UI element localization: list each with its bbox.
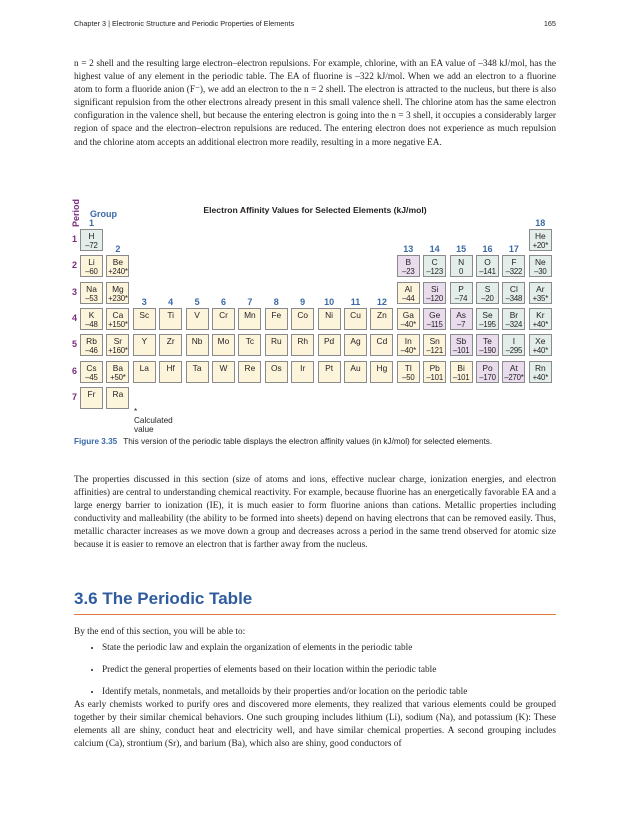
element-symbol: Fe [271, 309, 282, 320]
element-symbol: Xe [535, 336, 546, 347]
figure-caption-text: This version of the periodic table displays the electron affinity values (in kJ/mol) for selected elements. [123, 437, 493, 446]
element-symbol: Zr [166, 336, 175, 347]
electron-affinity-value: –324 [505, 319, 523, 329]
element-symbol: Nb [191, 336, 203, 347]
electron-affinity-value: –115 [426, 319, 443, 329]
electron-affinity-value: –40* [400, 346, 416, 356]
element-symbol: Ag [350, 336, 361, 347]
element-symbol: Pd [323, 336, 335, 347]
element-symbol: Cd [376, 336, 388, 347]
group-number: 7 [247, 296, 253, 307]
element-symbol: Be [112, 257, 124, 268]
group-number: 1 [88, 218, 94, 228]
element-cell-mo [212, 334, 235, 356]
electron-affinity-value: –295 [505, 346, 523, 356]
period-number: 6 [72, 365, 78, 376]
element-symbol: Au [350, 362, 361, 373]
section-heading: 3.6 The Periodic Table [74, 589, 556, 615]
element-symbol: Tl [404, 362, 412, 373]
element-cell-sn [423, 334, 446, 356]
element-symbol: H [88, 231, 95, 241]
electron-affinity-value: –20 [481, 293, 494, 303]
electron-affinity-value: –120 [426, 293, 443, 303]
element-cell-rn [529, 361, 552, 383]
element-cell-ga [397, 308, 420, 330]
element-cell-cu [344, 308, 367, 330]
element-cell-ru [265, 334, 288, 356]
element-symbol: As [456, 309, 466, 320]
electron-affinity-value: +40* [532, 346, 549, 356]
group-number: 18 [535, 218, 546, 228]
element-cell-bi [450, 361, 473, 383]
element-symbol: He [534, 231, 546, 241]
element-symbol: Se [482, 309, 493, 320]
element-cell-ni [318, 308, 341, 330]
element-cell-al [397, 282, 420, 304]
element-symbol: S [484, 283, 491, 294]
element-symbol: Ra [112, 388, 124, 399]
element-symbol: Br [509, 309, 519, 320]
element-symbol: Ba [112, 362, 124, 373]
element-symbol: N [458, 257, 465, 268]
element-cell-h [80, 229, 103, 251]
element-cell-se [476, 308, 499, 330]
element-cell-cr [212, 308, 235, 330]
group-number: 8 [273, 296, 279, 307]
element-symbol: Cl [509, 283, 518, 294]
element-cell-at [502, 361, 525, 383]
element-symbol: B [405, 257, 412, 268]
group-number: 15 [456, 244, 467, 255]
element-symbol: Ir [300, 362, 306, 373]
element-symbol: F [511, 257, 517, 268]
element-symbol: Ta [192, 362, 202, 373]
element-symbol: Re [244, 362, 256, 373]
element-symbol: Zn [377, 309, 387, 320]
group-number: 14 [429, 244, 440, 255]
figure-title: Electron Affinity Values for Selected Elements (kJ/mol) [203, 205, 427, 215]
element-symbol: Kr [536, 309, 545, 320]
element-cell-be [106, 255, 129, 277]
element-cell-v [186, 308, 209, 330]
group-number: 11 [350, 296, 361, 307]
element-cell-mn [238, 308, 261, 330]
element-cell-in [397, 334, 420, 356]
element-symbol: Cu [350, 309, 361, 320]
element-cell-po [476, 361, 499, 383]
body-paragraph: The properties discussed in this section (size of atoms and ions, effective nuclear charge, ionization energies, and electron affinities) are central to understanding chemical reactivity. For example, because fluorine has an energetically favorable EA and a large energy barrier to ionization (IE), it is much easier to form fluorine anions than cations. Metallic properties including conductivity and malleability (the ability to be formed into sheets) depend on having electrons that can be removed easily. Thus, metallic character increases as we move down a group and decreases across a period in the same trend observed for atomic size because it is easier to remove an electron that is farther away from the nucleus. [74, 475, 556, 551]
element-symbol: Mo [217, 336, 230, 347]
element-symbol: Sb [455, 336, 467, 347]
element-cell-zr [159, 334, 182, 356]
element-cell-n [450, 255, 473, 277]
element-symbol: Sn [429, 336, 440, 347]
element-symbol: Ne [534, 257, 546, 268]
element-symbol: Fr [87, 388, 96, 399]
electron-affinity-value: –60 [85, 267, 98, 277]
element-cell-ne [529, 255, 552, 277]
element-symbol: Ar [536, 283, 545, 294]
element-symbol: At [509, 362, 518, 373]
element-cell-tc [238, 334, 261, 356]
element-symbol: V [194, 309, 200, 320]
electron-affinity-value: +50* [110, 372, 126, 382]
group-number: 16 [482, 244, 493, 255]
element-symbol: Ca [112, 309, 124, 320]
element-symbol: K [88, 309, 95, 320]
calculated-value-note: * Calculated value [134, 407, 173, 434]
element-cell-p [450, 282, 473, 304]
electron-affinity-value: –45 [85, 372, 98, 382]
period-number: 5 [72, 339, 78, 350]
group-number: 4 [168, 296, 174, 307]
figure-caption-label: Figure 3.35 [74, 437, 118, 446]
element-cell-xe [529, 334, 552, 356]
element-cell-re [238, 361, 261, 383]
electron-affinity-value: –101 [426, 372, 443, 382]
electron-affinity-value: 0 [459, 267, 464, 277]
electron-affinity-value: –348 [505, 293, 523, 303]
chapter-title: Chapter 3 | Electronic Structure and Periodic Properties of Elements [74, 19, 295, 28]
element-symbol: Ge [429, 309, 441, 320]
element-symbol: Po [482, 362, 493, 373]
objective-item: • State the periodic law and explain the organization of elements in the periodic table [102, 643, 562, 654]
element-cell-hg [370, 361, 393, 383]
group-number: 13 [403, 244, 414, 255]
element-symbol: Al [404, 283, 413, 294]
page-number: 165 [543, 19, 556, 28]
electron-affinity-value: –195 [479, 319, 496, 329]
element-cell-ca [106, 308, 129, 330]
element-symbol: Pb [429, 362, 440, 373]
electron-affinity-value: –72 [85, 241, 98, 250]
element-symbol: Rb [86, 336, 97, 347]
electron-affinity-value: +35* [532, 293, 549, 303]
element-symbol: Te [483, 336, 492, 347]
element-cell-ra [106, 387, 129, 409]
element-cell-si [423, 282, 446, 304]
electron-affinity-value: –270* [504, 372, 524, 382]
element-cell-ir [291, 361, 314, 383]
element-cell-ba [106, 361, 129, 383]
element-cell-i [502, 334, 525, 356]
element-symbol: Pt [325, 362, 334, 373]
element-cell-br [502, 308, 525, 330]
element-cell-w [212, 361, 235, 383]
electron-affinity-value: –74 [454, 293, 468, 303]
electron-affinity-value: +230* [108, 293, 128, 303]
element-symbol: Bi [457, 362, 465, 373]
electron-affinity-value: –121 [426, 346, 443, 356]
electron-affinity-value: –40* [400, 319, 416, 329]
period-number: 3 [72, 286, 78, 297]
electron-affinity-value: –7 [456, 319, 466, 329]
element-cell-s [476, 282, 499, 304]
element-cell-pd [318, 334, 341, 356]
element-cell-cl [502, 282, 525, 304]
element-cell-cs [80, 361, 103, 383]
group-number: 2 [115, 244, 121, 255]
element-symbol: Mg [112, 283, 124, 294]
electron-affinity-value: –48 [85, 319, 98, 329]
element-symbol: In [404, 336, 412, 347]
electron-affinity-value: –322 [505, 267, 523, 277]
group-number: 10 [324, 296, 335, 307]
element-symbol: Mn [244, 309, 256, 320]
running-header [74, 19, 556, 28]
element-symbol: Tc [245, 336, 255, 347]
figure-caption [74, 437, 564, 446]
element-cell-sr [106, 334, 129, 356]
element-symbol: Cs [86, 362, 97, 373]
element-symbol: I [512, 336, 516, 347]
element-symbol: Hf [166, 362, 175, 373]
electron-affinity-value: –170 [479, 372, 496, 382]
element-symbol: Ti [167, 309, 175, 320]
element-cell-la [133, 361, 156, 383]
intro-paragraph: n = 2 shell and the resulting large electron–electron repulsions. For example, chlorine, with an EA value of –348 kJ/mol, has the highest value of any element in the periodic table. The EA of fluorine is –322 kJ/mol. When we add an electron to a fluorine atom to form a fluoride anion (F⁻), we add an electron to the n = 2 shell. The electron is attracted to the nucleus, but there is also significant repulsion from the other electrons already present in this small valence shell. The chlorine atom has the same electron configuration in the valence shell, but because the entering electron is going into the n = 3 shell, it occupies a considerably larger region of space and the electron–electron repulsions are reduced. The entering electron does not experience as much repulsion and the chlorine atom accepts an additional electron more readily, resulting in a more negative EA. [74, 59, 556, 148]
electron-affinity-value: –123 [426, 267, 443, 277]
element-cell-mg [106, 282, 129, 304]
element-cell-fr [80, 387, 103, 409]
element-cell-sb [450, 334, 473, 356]
electron-affinity-value: –190 [479, 346, 496, 356]
element-cell-rb [80, 334, 103, 356]
element-symbol: Rh [297, 336, 309, 347]
electron-affinity-value: +20* [532, 241, 549, 250]
closing-paragraph: As early chemists worked to purify ores and discovered more elements, they realized that various elements could be grouped together by their similar chemical behaviors. One such grouping includes lithium (Li), sodium (Na), and potassium (K): These elements all are shiny, conduct heat and electricity well, and have similar chemical properties. A second grouping includes calcium (Ca), strontium (Sr), and barium (Ba), which also are shiny, good conductors of [74, 700, 556, 750]
element-cell-co [291, 308, 314, 330]
electron-affinity-value: –53 [85, 293, 98, 303]
element-symbol: Rn [534, 362, 546, 373]
element-cell-k [80, 308, 103, 330]
element-symbol: O [484, 257, 491, 268]
element-cell-os [265, 361, 288, 383]
element-symbol: Cr [219, 309, 228, 320]
element-cell-he [529, 229, 552, 251]
electron-affinity-value: –101 [452, 372, 470, 382]
element-cell-ta [186, 361, 209, 383]
group-number: 12 [376, 296, 387, 307]
electron-affinity-value: –46 [85, 346, 98, 356]
element-symbol: Hg [376, 362, 388, 373]
element-symbol: Y [141, 336, 148, 347]
element-cell-ti [159, 308, 182, 330]
element-cell-tl [397, 361, 420, 383]
period-number: 2 [72, 260, 78, 271]
objective-item: • Identify metals, nonmetals, and metalloids by their properties and/or location on the periodic table [102, 687, 562, 698]
element-symbol: La [139, 362, 149, 373]
group-number: 9 [300, 296, 306, 307]
electron-affinity-value: –23 [402, 267, 415, 277]
element-cell-au [344, 361, 367, 383]
element-cell-kr [529, 308, 552, 330]
element-symbol: Si [430, 283, 439, 294]
element-cell-nb [186, 334, 209, 356]
group-number: 3 [141, 296, 147, 307]
electron-affinity-value: –30 [534, 267, 547, 277]
electron-affinity-value: –44 [402, 293, 415, 303]
element-cell-b [397, 255, 420, 277]
element-cell-y [133, 334, 156, 356]
element-cell-rh [291, 334, 314, 356]
group-number: 6 [220, 296, 226, 307]
element-cell-te [476, 334, 499, 356]
group-number: 5 [194, 296, 200, 307]
period-axis-label: Period [71, 199, 81, 228]
element-cell-fe [265, 308, 288, 330]
element-cell-li [80, 255, 103, 277]
element-cell-pb [423, 361, 446, 383]
element-cell-sc [133, 308, 156, 330]
element-cell-ge [423, 308, 446, 330]
element-symbol: Ga [402, 309, 414, 320]
electron-affinity-value: –101 [452, 346, 470, 356]
electron-affinity-value: +240* [108, 267, 128, 277]
element-cell-ag [344, 334, 367, 356]
element-cell-f [502, 255, 525, 277]
electron-affinity-value: –50 [402, 372, 415, 382]
learning-objectives-intro: By the end of this section, you will be able to: [74, 627, 246, 637]
element-cell-ar [529, 282, 552, 304]
element-cell-cd [370, 334, 393, 356]
element-symbol: Sc [139, 309, 150, 320]
element-symbol: W [219, 362, 228, 373]
electron-affinity-value: +40* [532, 319, 549, 329]
period-number: 7 [72, 391, 78, 402]
electron-affinity-value: –141 [479, 267, 496, 277]
electron-affinity-value: +40* [532, 372, 549, 382]
element-symbol: Na [86, 283, 97, 294]
element-cell-pt [318, 361, 341, 383]
objective-item: • Predict the general properties of elements based on their location within the periodic table [102, 665, 562, 676]
element-cell-na [80, 282, 103, 304]
element-symbol: C [431, 257, 438, 268]
element-symbol: Ru [270, 336, 282, 347]
group-axis-label: Group [90, 209, 117, 219]
element-cell-o [476, 255, 499, 277]
element-symbol: P [458, 283, 464, 294]
element-cell-as [450, 308, 473, 330]
period-number: 1 [72, 234, 78, 244]
element-symbol: Co [297, 309, 309, 320]
period-number: 4 [72, 312, 78, 323]
element-symbol: Li [88, 257, 95, 268]
element-symbol: Ni [325, 309, 334, 320]
element-cell-c [423, 255, 446, 277]
element-symbol: Os [270, 362, 282, 373]
group-number: 17 [508, 244, 519, 255]
electron-affinity-value: +150* [108, 319, 128, 329]
element-symbol: Sr [113, 336, 123, 347]
electron-affinity-value: +160* [108, 346, 128, 356]
element-cell-zn [370, 308, 393, 330]
element-cell-hf [159, 361, 182, 383]
